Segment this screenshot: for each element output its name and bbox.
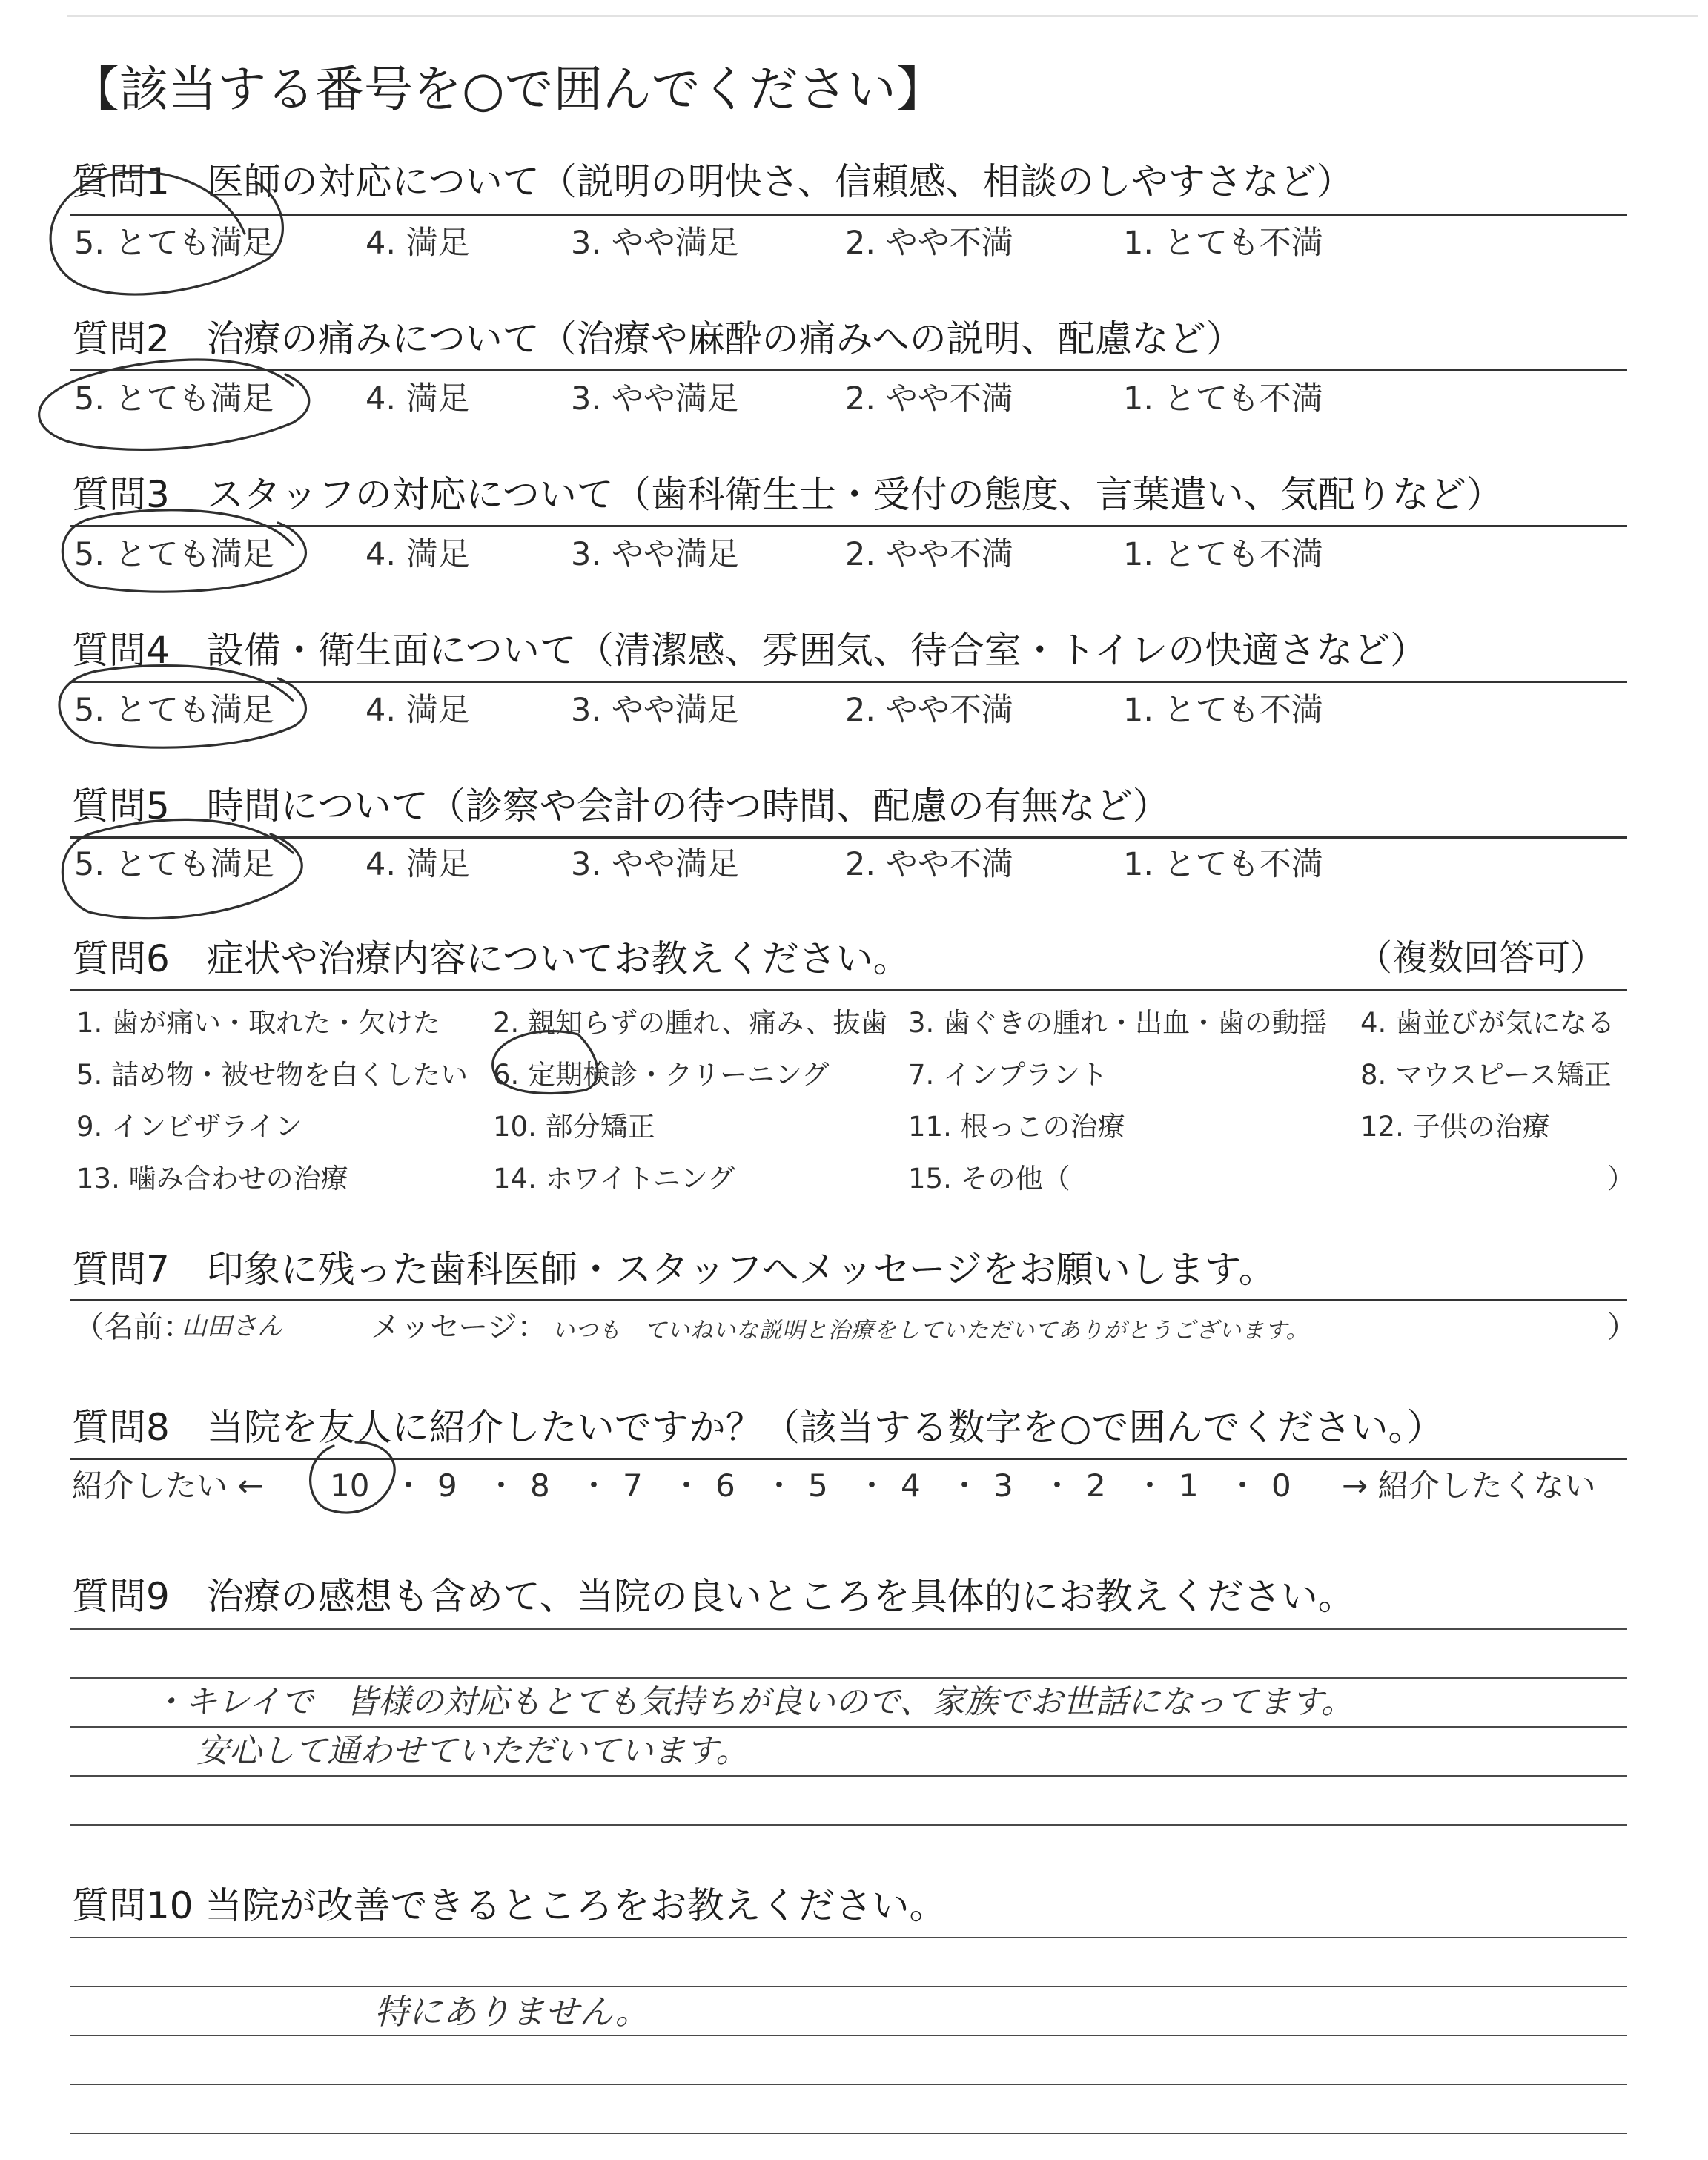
q6-option-4[interactable]: 4. 歯並びが気になる <box>1360 1007 1615 1039</box>
question-4-title: 質問4 設備・衛生面について（清潔感、雰囲気、待合室・トイレの快適さなど） <box>72 629 1428 672</box>
q6-option-8[interactable]: 8. マウスピース矯正 <box>1360 1059 1612 1091</box>
q6-other-close: ） <box>1607 1163 1635 1195</box>
option-1[interactable]: 1. とても不満 <box>1123 536 1323 573</box>
scale-right-label: → 紹介したくない <box>1342 1467 1596 1504</box>
answer-line <box>70 1986 1627 1987</box>
scale-2[interactable]: 2 <box>1086 1467 1106 1504</box>
answer-line <box>70 2133 1627 2134</box>
scale-3[interactable]: 3 <box>993 1467 1013 1504</box>
scale-dot: ・ <box>764 1467 795 1504</box>
option-1[interactable]: 1. とても不満 <box>1123 846 1323 883</box>
divider <box>70 369 1627 371</box>
multiple-answer-note: （複数回答可） <box>1357 937 1606 979</box>
option-3[interactable]: 3. やや満足 <box>571 692 739 729</box>
scale-7[interactable]: 7 <box>623 1467 643 1504</box>
answer-line <box>70 1775 1627 1777</box>
option-4[interactable]: 4. 満足 <box>365 692 470 729</box>
scale-6[interactable]: 6 <box>715 1467 735 1504</box>
question-2-title: 質問2 治療の痛みについて（治療や麻酔の痛みへの説明、配慮など） <box>72 317 1243 360</box>
scale-8[interactable]: 8 <box>530 1467 550 1504</box>
divider <box>70 989 1627 991</box>
q6-option-1[interactable]: 1. 歯が痛い・取れた・欠けた <box>76 1007 441 1039</box>
q6-option-13[interactable]: 13. 噛み合わせの治療 <box>76 1163 348 1195</box>
top-border <box>67 15 1698 17</box>
q6-option-6[interactable]: 6. 定期検診・クリーニング <box>493 1059 830 1091</box>
option-2[interactable]: 2. やや不満 <box>845 846 1013 883</box>
option-3[interactable]: 3. やや満足 <box>571 380 739 417</box>
question-5-title: 質問5 時間について（診察や会計の待つ時間、配慮の有無など） <box>72 785 1170 828</box>
scale-dot: ・ <box>578 1467 610 1504</box>
q6-option-2[interactable]: 2. 親知らずの腫れ、痛み、抜歯 <box>493 1007 888 1039</box>
divider <box>70 214 1627 216</box>
page-header: 【該当する番号を○で囲んでください】 <box>70 61 945 118</box>
option-4[interactable]: 4. 満足 <box>365 380 470 417</box>
option-3[interactable]: 3. やや満足 <box>571 225 739 262</box>
question-9-title: 質問9 治療の感想も含めて、当院の良いところを具体的にお教えください。 <box>72 1575 1355 1618</box>
option-2[interactable]: 2. やや不満 <box>845 536 1013 573</box>
scale-dot: ・ <box>671 1467 703 1504</box>
option-1[interactable]: 1. とても不満 <box>1123 225 1323 262</box>
scale-dot: ・ <box>949 1467 981 1504</box>
q6-option-9[interactable]: 9. インビザライン <box>76 1111 302 1143</box>
option-2[interactable]: 2. やや不満 <box>845 380 1013 417</box>
q6-option-10[interactable]: 10. 部分矯正 <box>493 1111 655 1143</box>
option-4[interactable]: 4. 満足 <box>365 225 470 262</box>
q6-option-7[interactable]: 7. インプラント <box>908 1059 1108 1091</box>
question-3-title: 質問3 スタッフの対応について（歯科衛生士・受付の態度、言葉遣い、気配りなど） <box>72 473 1503 516</box>
message-value: いつも ていねいな説明と治療をしていただいてありがとうございます。 <box>552 1318 1309 1344</box>
q6-option-14[interactable]: 14. ホワイトニング <box>493 1163 735 1195</box>
answer-line <box>70 1937 1627 1938</box>
option-3[interactable]: 3. やや満足 <box>571 846 739 883</box>
scale-dot: ・ <box>1134 1467 1166 1504</box>
answer-line <box>70 2084 1627 2085</box>
option-5[interactable]: 5. とても満足 <box>74 846 274 883</box>
scale-dot: ・ <box>1227 1467 1259 1504</box>
q6-option-15[interactable]: 15. その他（ <box>908 1163 1070 1195</box>
option-4[interactable]: 4. 満足 <box>365 536 470 573</box>
answer-line <box>70 1628 1627 1630</box>
name-value: 山田さん <box>182 1312 282 1341</box>
q6-option-5[interactable]: 5. 詰め物・被せ物を白くしたい <box>76 1059 469 1091</box>
scale-1[interactable]: 1 <box>1179 1467 1199 1504</box>
scale-dot: ・ <box>486 1467 517 1504</box>
answer-line <box>70 1726 1627 1728</box>
scale-9[interactable]: 9 <box>437 1467 457 1504</box>
scale-left-label: 紹介したい ← <box>72 1467 264 1504</box>
scale-dot: ・ <box>856 1467 888 1504</box>
option-2[interactable]: 2. やや不満 <box>845 225 1013 262</box>
question-8-title: 質問8 当院を友人に紹介したいですか？（該当する数字を○で囲んでください。） <box>72 1406 1444 1449</box>
option-3[interactable]: 3. やや満足 <box>571 536 739 573</box>
question-7-title: 質問7 印象に残った歯科医師・スタッフへメッセージをお願いします。 <box>72 1248 1276 1291</box>
option-4[interactable]: 4. 満足 <box>365 846 470 883</box>
divider <box>70 1299 1627 1301</box>
q10-answer: 特にありません。 <box>374 1992 649 2032</box>
q6-option-11[interactable]: 11. 根っこの治療 <box>908 1111 1125 1143</box>
option-1[interactable]: 1. とても不満 <box>1123 692 1323 729</box>
option-5[interactable]: 5. とても満足 <box>74 536 274 573</box>
question-6-title: 質問6 症状や治療内容についてお教えください。 <box>72 937 910 980</box>
scale-4[interactable]: 4 <box>901 1467 921 1504</box>
answer-line <box>70 1677 1627 1679</box>
question-10-title: 質問10 当院が改善できるところをお教えください。 <box>72 1884 947 1927</box>
answer-line <box>70 2035 1627 2036</box>
q9-answer-line-2: 安心して通わせていただいています。 <box>196 1732 749 1770</box>
scale-10[interactable]: 10 <box>330 1467 370 1504</box>
q6-option-3[interactable]: 3. 歯ぐきの腫れ・出血・歯の動揺 <box>908 1007 1328 1039</box>
q9-answer-line-1: ・キレイで 皆様の対応もとても気持ちが良いので、家族でお世話になってます。 <box>152 1683 1354 1721</box>
name-label: （名前： <box>74 1310 193 1344</box>
option-5[interactable]: 5. とても満足 <box>74 692 274 729</box>
divider <box>70 836 1627 839</box>
scale-5[interactable]: 5 <box>808 1467 828 1504</box>
option-2[interactable]: 2. やや不満 <box>845 692 1013 729</box>
q6-option-12[interactable]: 12. 子供の治療 <box>1360 1111 1550 1143</box>
message-close: ） <box>1607 1310 1637 1344</box>
scale-dot: ・ <box>393 1467 425 1504</box>
option-1[interactable]: 1. とても不満 <box>1123 380 1323 417</box>
option-5[interactable]: 5. とても満足 <box>74 380 274 417</box>
answer-line <box>70 1824 1627 1826</box>
scale-0[interactable]: 0 <box>1271 1467 1291 1504</box>
divider <box>70 525 1627 527</box>
divider <box>70 1458 1627 1460</box>
divider <box>70 681 1627 683</box>
question-1-title: 質問1 医師の対応について（説明の明快さ、信頼感、相談のしやすさなど） <box>72 160 1354 203</box>
scale-dot: ・ <box>1042 1467 1073 1504</box>
option-5[interactable]: 5. とても満足 <box>74 225 274 262</box>
message-label: メッセージ： <box>371 1310 547 1344</box>
